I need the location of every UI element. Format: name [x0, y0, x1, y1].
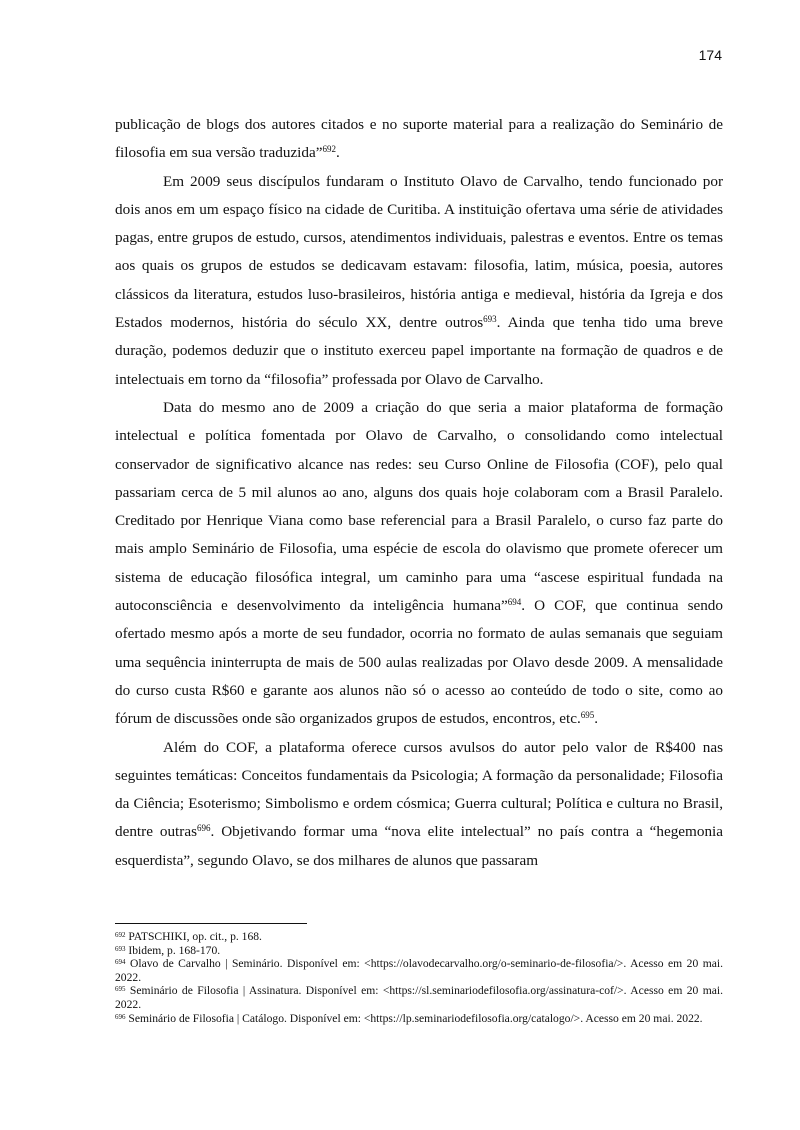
- footnote-number: 692: [115, 931, 126, 939]
- footnote: [115, 957, 723, 984]
- paragraph-text: Além do COF, a plataforma oferece cursos avulsos do autor pelo valor de R$400 nas seguintes temáticas: Conceitos fundamentais da Psicologia; A formação da personalidade; Filosofia da Ciência; Esoterismo; Simbolismo e ordem cósmica; Guerra cultural; Política e cultura no Brasil, dentre outras: [115, 738, 723, 841]
- paragraph-text: Em 2009 seus discípulos fundaram o Instituto Olavo de Carvalho, tendo funcionado por dois anos em um espaço físico na cidade de Curitiba. A instituição ofertava uma série de atividades pagas, entre grupos de estudo, cursos, atendimentos individuais, palestras e eventos. Entre os temas aos quais os grupos de estudos se dedicavam estavam: filosofia, latim, música, poesia, autores clássicos da literatura, estudos luso-brasileiros, história antiga e medieval, história da Igreja e dos Estados modernos, história do século XX, dentre outros: [115, 172, 723, 332]
- paragraph-text: . Objetivando formar uma “nova elite intelectual” no país contra a “hegemonia esquerdista”, segundo Olavo, se dos milhares de alunos que passaram: [115, 823, 724, 869]
- footnote-text: Seminário de Filosofia | Assinatura. Disponível em: <https://sl.seminariodefilosofia.org/assinatura-cof/>. Acesso em 20 mai. 2022.: [115, 984, 723, 1011]
- paragraph-text: .: [335, 144, 340, 162]
- footnote-separator: [115, 923, 307, 924]
- footnote: [115, 1012, 723, 1026]
- footnote-reference: 693: [483, 314, 497, 325]
- paragraph-text: publicação de blogs dos autores citados e no suporte material para a realização do Seminário de filosofia em sua versão traduzida”: [115, 116, 723, 162]
- page-number: 174: [698, 47, 722, 63]
- paragraph-text: . O COF, que continua sendo ofertado mesmo após a morte de seu fundador, ocorria no formato de aulas semanais que seguiam uma sequência ininterrupta de mais de 500 aulas realizadas por Olavo desde 2009. A mensalidade do curso custa R$60 e garante aos alunos não só o acesso ao conteúdo de todo o site, como ao fórum de discussões onde são organizados grupos de estudos, encontros, etc.: [115, 597, 723, 728]
- paragraph: [115, 168, 723, 394]
- footnote-number: 694: [115, 958, 126, 967]
- footnote: [115, 984, 723, 1011]
- footnote-number: 693: [115, 944, 126, 953]
- footnotes: [115, 930, 723, 1025]
- footnote-reference: 695: [580, 710, 595, 721]
- footnote-text: Seminário de Filosofia | Catálogo. Disponível em: <https://lp.seminariodefilosofia.org/catalogo/>. Acesso em 20 mai. 2022.: [125, 1011, 703, 1025]
- footnote-number: 695: [115, 985, 126, 994]
- paragraph-text: .: [594, 710, 599, 728]
- footnote-reference: 692: [322, 144, 336, 155]
- paragraph: [115, 734, 723, 875]
- footnote: [115, 944, 723, 958]
- paragraph: [115, 111, 723, 168]
- paragraph-text: . Ainda que tenha tido uma breve duração, podemos deduzir que o instituto exerceu papel importante na formação de quadros e de intelectuais em torno da “filosofia” professada por Olavo de Carvalho.: [115, 314, 723, 388]
- footnote-text: Olavo de Carvalho | Seminário. Disponível em: <https://olavodecarvalho.org/o-seminario-de-filosofia/>. Acesso em 20 mai. 2022.: [115, 957, 723, 984]
- footnote-reference: 694: [507, 597, 522, 608]
- footnote-number: 696: [115, 1012, 126, 1021]
- footnote-text: Ibidem, p. 168-170.: [125, 943, 221, 957]
- footnote-reference: 696: [196, 823, 211, 834]
- paragraph: [115, 394, 723, 734]
- paragraph-text: Data do mesmo ano de 2009 a criação do que seria a maior plataforma de formação intelectual e política fomentada por Olavo de Carvalho, o consolidando como intelectual conservador de significativo alcance nas redes: seu Curso Online de Filosofia (COF), pelo qual passariam cerca de 5 mil alunos ao ano, alguns dos quais hoje colaboram com a Brasil Paralelo. Creditado por Henrique Viana como base referencial para a Brasil Paralelo, o curso faz parte do mais amplo Seminário de Filosofia, uma espécie de escola do olavismo que promete oferecer um sistema de educação filosófica integral, um caminho para uma “ascese espiritual fundada na autoconsciência e desenvolvimento da inteligência humana”: [115, 398, 723, 615]
- footnote: [115, 930, 723, 944]
- footnote-text: PATSCHIKI, op. cit., p. 168.: [125, 930, 262, 943]
- body-text: [115, 111, 723, 875]
